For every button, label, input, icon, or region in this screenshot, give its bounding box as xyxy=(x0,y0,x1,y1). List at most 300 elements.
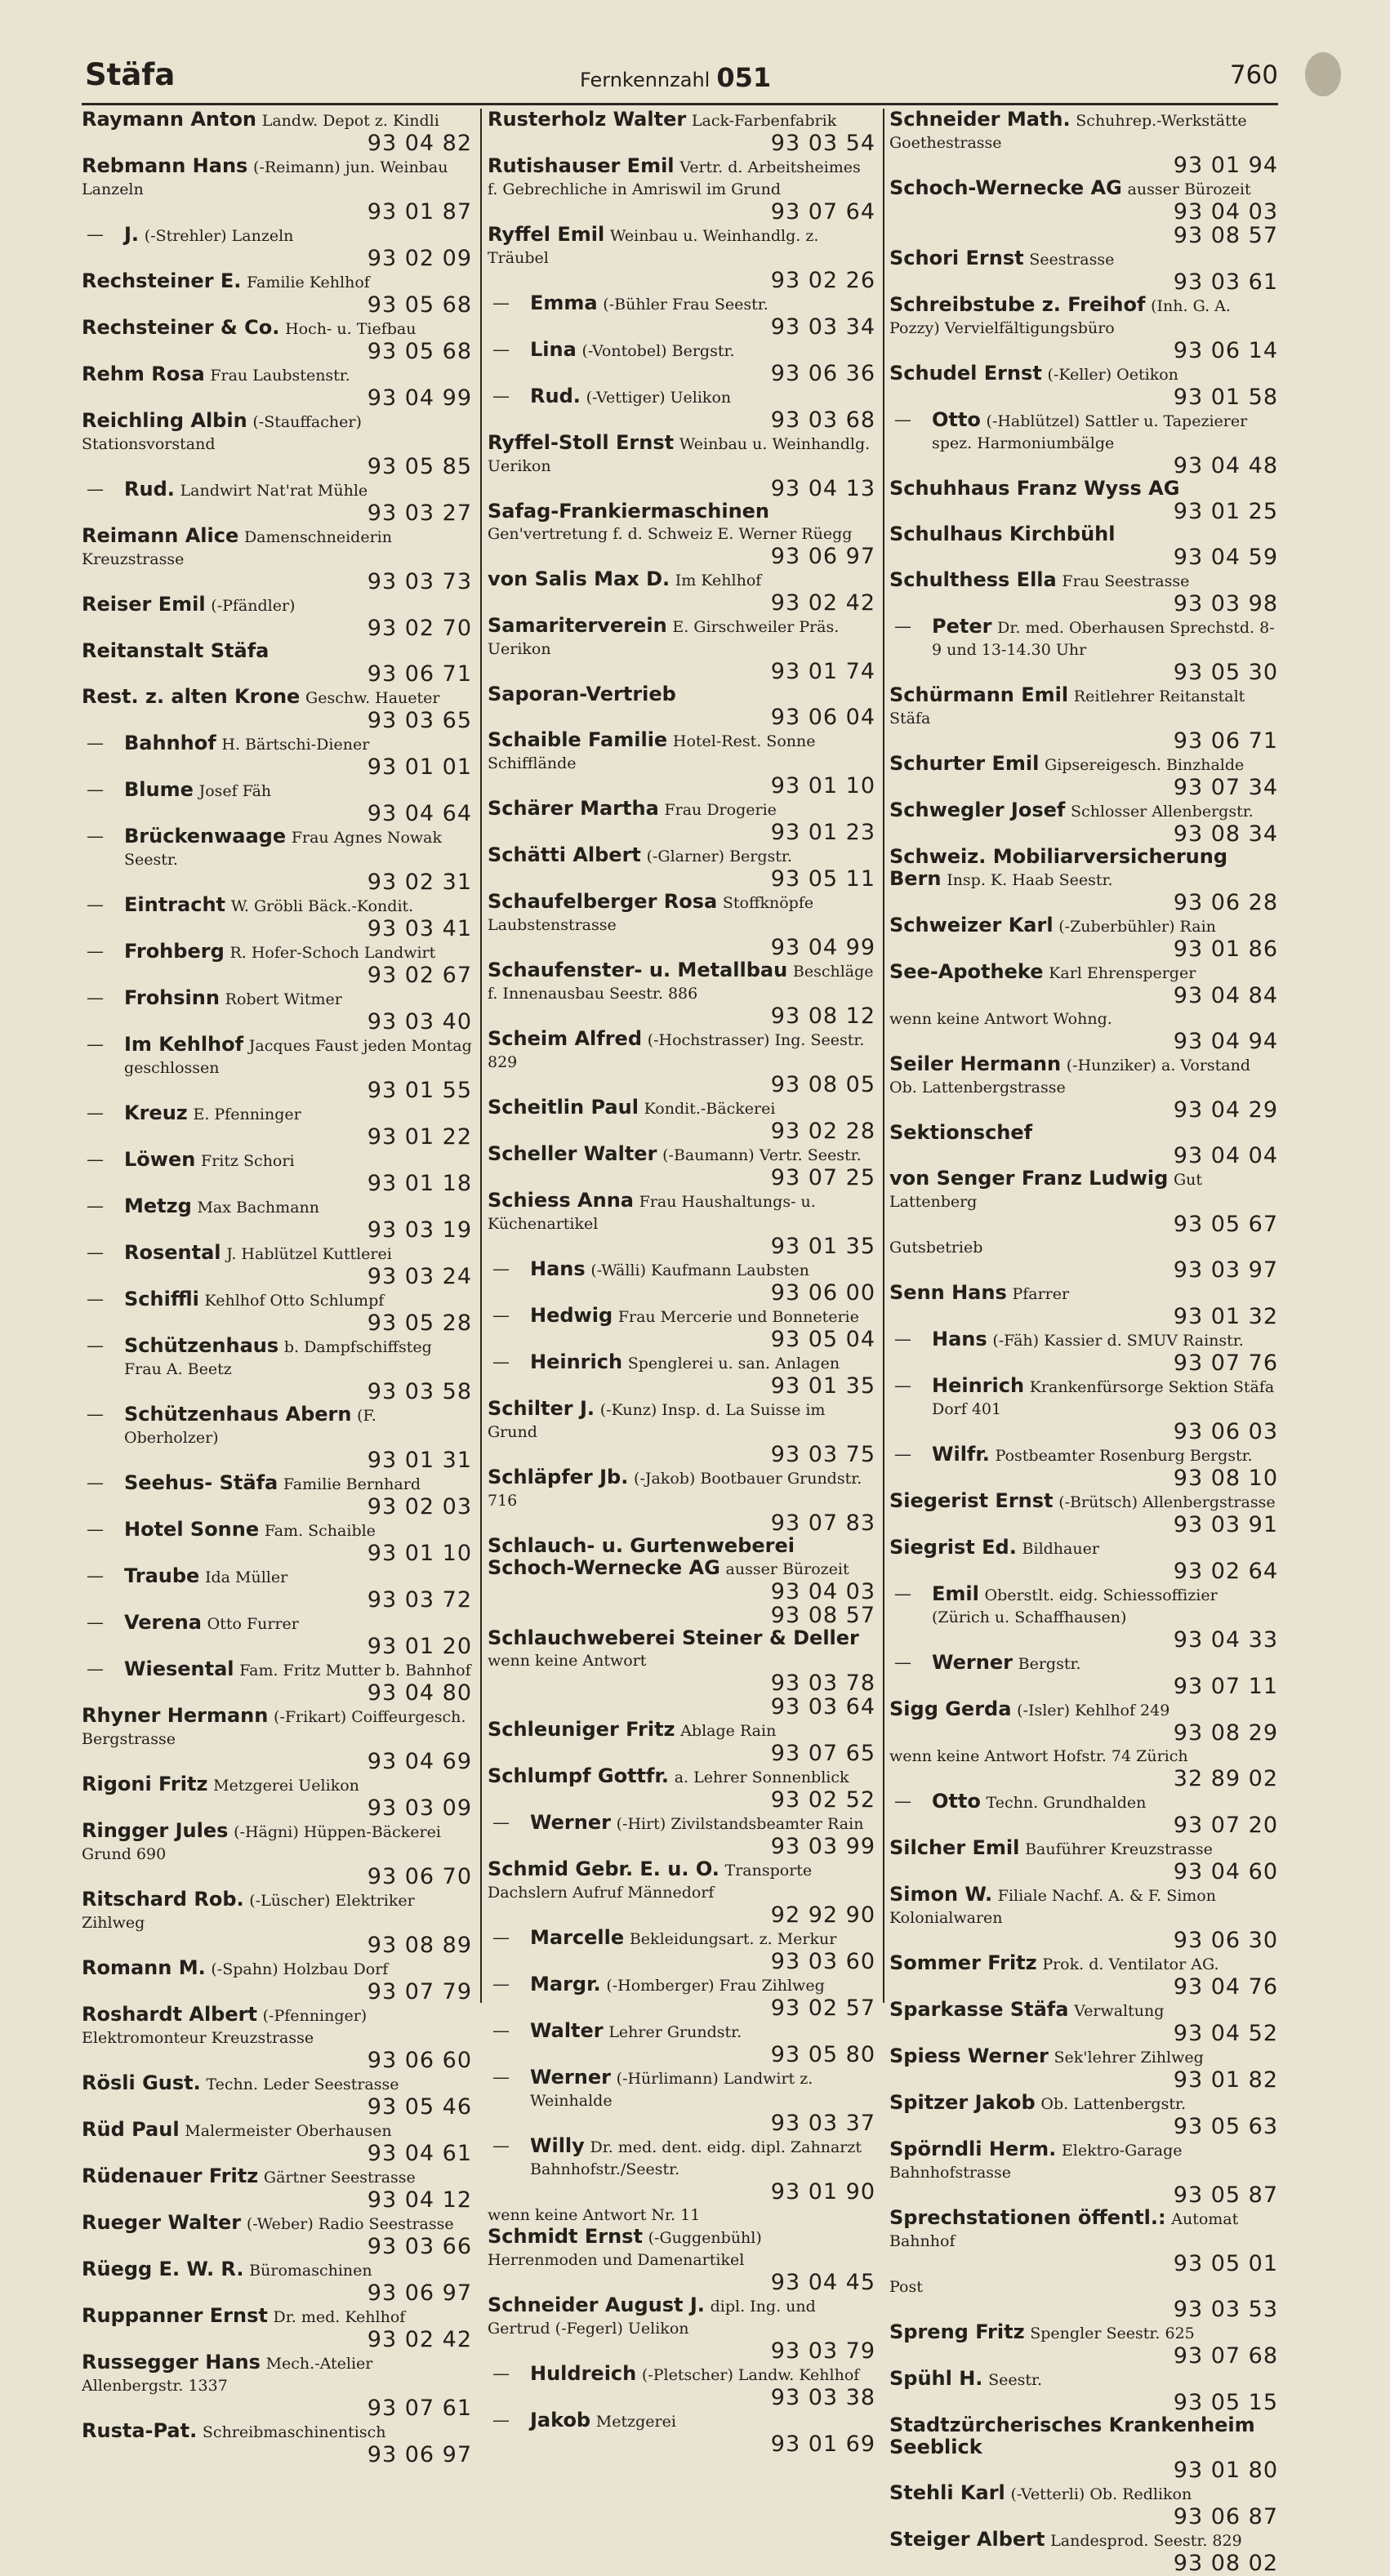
directory-entry xyxy=(889,1122,1278,1168)
entry-text xyxy=(82,1404,472,1448)
entry-text xyxy=(889,1490,1278,1513)
entry-name: Seiler Hermann xyxy=(889,1052,1062,1075)
header-rule xyxy=(82,103,1278,105)
sub-entry-dash: — xyxy=(492,2410,510,2430)
directory-entry xyxy=(82,594,472,640)
entry-description: ausser Bürozeit xyxy=(725,1560,849,1578)
entry-phone: 93 01 74 xyxy=(770,659,875,684)
entry-description: (-Pletscher) Landw. Kehlhof xyxy=(641,2366,860,2384)
entry-description: (-Baumann) Vertr. Seestr. xyxy=(662,1146,862,1164)
entry-description: (-Hirt) Zivilstandsbeamter Rain xyxy=(616,1815,864,1833)
entry-phone: 93 05 46 xyxy=(367,2094,472,2120)
entry-phone: 93 05 15 xyxy=(1173,2390,1278,2415)
entry-description: wenn keine Antwort xyxy=(488,1652,647,1670)
entry-text xyxy=(889,1282,1278,1305)
directory-entry xyxy=(82,1102,472,1149)
entry-text xyxy=(82,1565,472,1588)
directory-entry xyxy=(488,224,875,292)
sub-entry-dash: — xyxy=(87,1404,104,1424)
entry-name: Rosental xyxy=(124,1241,221,1264)
entry-text xyxy=(889,1328,1278,1351)
entry-description: Frau Drogerie xyxy=(664,801,777,819)
sub-entry-dash: — xyxy=(87,1150,104,1169)
directory-entry xyxy=(889,2368,1278,2414)
sub-entry-dash: — xyxy=(492,293,510,313)
entry-description: (-Isler) Kehlhof 249 xyxy=(1017,1702,1170,1720)
directory-entry xyxy=(488,1466,875,1535)
entry-phone: 93 08 10 xyxy=(1173,1466,1278,1491)
entry-name: Raymann Anton xyxy=(82,108,257,131)
entry-name: Samariterverein xyxy=(488,614,667,637)
entry-text xyxy=(889,1745,1278,1767)
entry-text xyxy=(82,2119,472,2142)
entry-phone: 93 07 11 xyxy=(1173,1674,1278,1699)
entry-text xyxy=(889,247,1278,270)
directory-entry xyxy=(82,1149,472,1195)
entry-description: (-Vettiger) Uelikon xyxy=(586,389,732,407)
entry-description: Malermeister Oberhausen xyxy=(185,2122,392,2140)
entry-text xyxy=(488,1028,875,1073)
entry-text xyxy=(488,1466,875,1511)
entry-description: (-Guggenbühl) Herrenmoden und Damenartikel xyxy=(488,2229,762,2269)
directory-entry xyxy=(82,1773,472,1820)
entry-phone: 93 05 11 xyxy=(770,866,875,892)
entry-phone: 93 03 61 xyxy=(1173,269,1278,295)
entry-phone: 93 07 68 xyxy=(1173,2343,1278,2369)
entry-name: Reichling Albin xyxy=(82,409,247,432)
directory-entry xyxy=(889,2321,1278,2368)
entry-name: See-Apotheke xyxy=(889,960,1044,983)
directory-entry xyxy=(82,1612,472,1658)
directory-entry xyxy=(488,2294,875,2363)
entry-name: Schreibstube z. Freihof xyxy=(889,293,1146,316)
entry-text xyxy=(488,568,875,591)
entry-name: Rebmann Hans xyxy=(82,154,248,177)
entry-description: Reitlehrer Reitanstalt Stäfa xyxy=(889,687,1245,727)
directory-entry xyxy=(82,2212,472,2258)
entry-description: Techn. Grundhalden xyxy=(986,1794,1147,1812)
directory-entry xyxy=(889,2529,1278,2575)
entry-description: Frau Haushaltungs- u. Küchenartikel xyxy=(488,1193,816,1233)
entry-name: Spreng Fritz xyxy=(889,2320,1025,2343)
entry-phone: 93 07 64 xyxy=(770,199,875,225)
entry-description: Elektro-Garage Bahnhofstrasse xyxy=(889,2142,1183,2182)
entry-phone: 93 04 45 xyxy=(770,2270,875,2295)
entry-text xyxy=(889,846,1278,891)
entry-text xyxy=(82,941,472,963)
entry-text xyxy=(488,1258,875,1281)
directory-entry xyxy=(82,1472,472,1519)
directory-entry xyxy=(488,1812,875,1858)
entry-name: J. xyxy=(124,223,140,246)
directory-entry xyxy=(488,729,875,798)
entry-text xyxy=(889,753,1278,776)
sub-entry-dash: — xyxy=(894,1791,911,1811)
sub-entry-dash: — xyxy=(87,988,104,1008)
sub-entry-dash: — xyxy=(492,340,510,359)
entry-name: Roshardt Albert xyxy=(82,2003,257,2026)
entry-phone: 93 05 30 xyxy=(1173,660,1278,685)
entry-phone: 93 07 65 xyxy=(770,1741,875,1766)
entry-name: Reimann Alice xyxy=(82,524,239,547)
directory-entry xyxy=(889,914,1278,961)
directory-entry xyxy=(889,846,1278,914)
page-place-heading: Stäfa xyxy=(85,57,176,92)
entry-description: Landw. Depot z. Kindli xyxy=(261,112,439,130)
entry-text xyxy=(889,294,1278,339)
entry-text xyxy=(82,2165,472,2188)
entry-description: (-Hürlimann) Landwirt z. Weinhalde xyxy=(530,2070,813,2110)
entry-name: Schneider Math. xyxy=(889,108,1071,131)
entry-name: Ritschard Rob. xyxy=(82,1888,244,1911)
entry-name: Ryffel-Stoll Ernst xyxy=(488,431,675,454)
entry-phone-secondary: 93 08 57 xyxy=(1173,223,1278,248)
directory-entry xyxy=(889,363,1278,409)
entry-name: Romann M. xyxy=(82,1956,206,1979)
sub-entry-dash: — xyxy=(894,1584,911,1604)
directory-entry xyxy=(889,1236,1278,1282)
entry-name: Wilfr. xyxy=(932,1443,990,1466)
directory-entry xyxy=(488,109,875,155)
directory-entry xyxy=(889,177,1278,247)
entry-text xyxy=(488,2067,875,2111)
sub-entry-dash: — xyxy=(492,1259,510,1279)
entry-description: Gen'vertretung f. d. Schweiz E. Werner Rüegg xyxy=(488,525,853,543)
entry-text xyxy=(82,732,472,755)
entry-text xyxy=(889,1168,1278,1212)
directory-entry xyxy=(82,1820,472,1889)
entry-description: Beschläge f. Innenausbau Seestr. 886 xyxy=(488,963,874,1003)
entry-name: Silcher Emil xyxy=(889,1836,1020,1859)
entry-text xyxy=(82,2004,472,2049)
directory-entry xyxy=(82,640,472,686)
entry-description: Transporte Dachslern Aufruf Männedorf xyxy=(488,1862,813,1902)
entry-text xyxy=(889,478,1278,500)
entry-text xyxy=(889,1952,1278,1975)
entry-phone: 93 02 42 xyxy=(770,590,875,616)
entry-name: Hans xyxy=(932,1328,987,1350)
entry-text xyxy=(889,523,1278,545)
entry-phone: 93 05 28 xyxy=(367,1310,472,1336)
entry-phone: 32 89 02 xyxy=(1173,1766,1278,1791)
entry-name: Schärer Martha xyxy=(488,797,659,820)
entry-text xyxy=(889,1698,1278,1721)
entry-description: Frau Mercerie und Bonneterie xyxy=(617,1308,859,1326)
entry-name: Spühl H. xyxy=(889,2367,983,2390)
entry-text xyxy=(82,2351,472,2396)
directory-entry xyxy=(82,1335,472,1404)
entry-description: (-Keller) Oetikon xyxy=(1047,366,1178,384)
entry-text xyxy=(488,1535,875,1580)
entry-text xyxy=(82,1034,472,1079)
entry-phone: 93 01 55 xyxy=(367,1078,472,1103)
entry-phone: 93 01 18 xyxy=(367,1171,472,1196)
entry-phone: 93 03 54 xyxy=(770,131,875,156)
directory-entry xyxy=(82,155,472,224)
entry-description: Insp. K. Haab Seestr. xyxy=(947,871,1113,889)
page-number: 760 xyxy=(1229,60,1278,90)
entry-phone: 93 03 75 xyxy=(770,1442,875,1467)
entry-text xyxy=(889,1537,1278,1559)
entry-text xyxy=(889,177,1278,200)
entry-text xyxy=(82,1519,472,1542)
sub-entry-dash: — xyxy=(87,1613,104,1632)
entry-name: Werner xyxy=(530,1811,611,1834)
entry-text xyxy=(82,686,472,709)
entry-text xyxy=(82,640,472,662)
directory-entry xyxy=(488,155,875,224)
entry-description: Fam. Fritz Mutter b. Bahnhof xyxy=(239,1662,471,1680)
entry-text xyxy=(488,1973,875,1996)
entry-description: Jacques Faust jeden Montag geschlossen xyxy=(124,1037,472,1077)
entry-phone: 93 02 42 xyxy=(367,2327,472,2352)
entry-phone: 93 04 52 xyxy=(1173,2021,1278,2046)
entry-text xyxy=(82,478,472,501)
entry-phone: 93 03 40 xyxy=(367,1009,472,1034)
entry-text xyxy=(488,432,875,477)
sub-entry-dash: — xyxy=(87,780,104,799)
entry-name: Senn Hans xyxy=(889,1281,1007,1304)
entry-text xyxy=(82,525,472,570)
entry-phone: 93 05 68 xyxy=(367,339,472,364)
entry-name: Spörndli Herm. xyxy=(889,2138,1057,2160)
sub-entry-dash: — xyxy=(894,410,911,429)
entry-text xyxy=(82,155,472,200)
entry-name: Rüd Paul xyxy=(82,2118,180,2141)
entry-description: Dr. med. Kehlhof xyxy=(273,2308,406,2326)
entry-text xyxy=(889,1999,1278,2022)
entry-description: Robert Witmer xyxy=(225,990,342,1008)
entry-phone: 93 03 24 xyxy=(367,1264,472,1289)
entry-text xyxy=(82,594,472,616)
directory-entry xyxy=(82,1034,472,1102)
entry-name: Hedwig xyxy=(530,1304,613,1327)
entry-description: Gipsereigesch. Binzhalde xyxy=(1045,756,1245,774)
directory-entry xyxy=(488,683,875,729)
entry-phone: 93 04 69 xyxy=(367,1749,472,1774)
entry-description: wenn keine Antwort Wohng. xyxy=(889,1010,1112,1028)
directory-entry xyxy=(82,1565,472,1612)
entry-phone: 93 03 79 xyxy=(770,2338,875,2364)
directory-entry xyxy=(82,1195,472,1242)
sub-entry-dash: — xyxy=(894,1329,911,1349)
directory-entry xyxy=(488,959,875,1028)
entry-description: Landwirt Nat'rat Mühle xyxy=(180,482,368,500)
entry-phone: 93 03 99 xyxy=(770,1834,875,1859)
entry-name: Frohberg xyxy=(124,940,225,963)
entry-description: (-Wälli) Kaufmann Laubsten xyxy=(590,1261,809,1279)
entry-name: Werner xyxy=(932,1651,1013,1674)
entry-phone: 93 04 99 xyxy=(770,935,875,960)
entry-text xyxy=(82,1335,472,1380)
directory-column-2 xyxy=(488,108,875,2457)
directory-entry xyxy=(82,1957,472,2004)
entry-text xyxy=(82,1288,472,1311)
directory-entry xyxy=(488,568,875,615)
entry-text xyxy=(82,987,472,1010)
entry-phone: 93 04 48 xyxy=(1173,453,1278,478)
entry-phone: 93 02 26 xyxy=(770,268,875,293)
directory-entry xyxy=(488,501,875,568)
entry-phone: 93 01 69 xyxy=(770,2431,875,2457)
entry-phone: 93 01 10 xyxy=(367,1541,472,1566)
entry-text xyxy=(889,1652,1278,1675)
entry-text xyxy=(889,1444,1278,1466)
page-header xyxy=(82,51,1278,98)
entry-text xyxy=(488,1719,875,1742)
directory-entry xyxy=(488,891,875,959)
directory-entry xyxy=(889,616,1278,684)
entry-phone: 93 06 60 xyxy=(367,2048,472,2073)
sub-entry-dash: — xyxy=(87,1289,104,1309)
entry-description: Stoffknöpfe Laubstenstrasse xyxy=(488,894,814,934)
entry-description: J. Hablützel Kuttlerei xyxy=(226,1245,392,1263)
entry-description: Josef Fäh xyxy=(198,782,272,800)
directory-entry xyxy=(889,1952,1278,1999)
sub-entry-dash: — xyxy=(87,826,104,846)
entry-text xyxy=(889,1791,1278,1813)
entry-description: Kondit.-Bäckerei xyxy=(644,1100,776,1118)
entry-phone: 93 06 36 xyxy=(770,361,875,386)
sub-entry-dash: — xyxy=(492,2136,510,2156)
entry-name: Siegrist Ed. xyxy=(889,1536,1017,1559)
entry-phone: 93 04 03 xyxy=(770,1579,875,1604)
entry-name: Blume xyxy=(124,778,194,801)
entry-description: Max Bachmann xyxy=(197,1199,319,1217)
entry-name: Schweizer Karl xyxy=(889,914,1054,937)
entry-name: Bahnhof xyxy=(124,732,216,754)
entry-description: W. Gröbli Bäck.-Kondit. xyxy=(230,897,414,915)
sub-entry-dash: — xyxy=(492,2364,510,2383)
entry-description: Spenglerei u. san. Anlagen xyxy=(627,1355,840,1373)
entry-text xyxy=(889,616,1278,661)
directory-entry xyxy=(889,478,1278,523)
entry-phone: 93 01 10 xyxy=(770,773,875,799)
exchange-number: 051 xyxy=(716,62,772,93)
directory-entry xyxy=(488,1143,875,1190)
entry-name: Stehli Karl xyxy=(889,2481,1005,2504)
directory-entry xyxy=(889,1444,1278,1490)
entry-phone: 93 06 71 xyxy=(1173,728,1278,754)
directory-entry xyxy=(889,1884,1278,1952)
entry-text xyxy=(82,1957,472,1980)
entry-name: Hotel Sonne xyxy=(124,1518,260,1541)
entry-description: Frau Seestrasse xyxy=(1062,572,1190,590)
directory-entry xyxy=(889,1698,1278,1745)
entry-name: Rechsteiner E. xyxy=(82,269,242,292)
directory-entry xyxy=(82,270,472,317)
entry-phone: 93 02 70 xyxy=(367,616,472,641)
entry-text xyxy=(889,409,1278,454)
entry-name: Rehm Rosa xyxy=(82,363,205,385)
directory-entry xyxy=(488,615,875,683)
entry-name: Emil xyxy=(932,1582,979,1605)
sub-entry-dash: — xyxy=(894,1376,911,1395)
entry-phone-secondary: 93 03 64 xyxy=(770,1694,875,1720)
directory-column-3 xyxy=(889,108,1278,2576)
entry-name: Frohsinn xyxy=(124,986,220,1009)
entry-name: Rusta-Pat. xyxy=(82,2419,198,2442)
column-divider xyxy=(480,109,482,2003)
entry-phone: 93 07 76 xyxy=(1173,1350,1278,1376)
entry-description: Ob. Lattenbergstr. xyxy=(1040,2095,1186,2113)
directory-entry xyxy=(488,1190,875,1258)
entry-description: (-Pfenninger) Elektromonteur Kreuzstrasse xyxy=(82,2007,368,2047)
entry-name: Sigg Gerda xyxy=(889,1697,1012,1720)
entry-description: Filiale Nachf. A. & F. Simon Kolonialwaren xyxy=(889,1887,1216,1927)
entry-phone: 93 04 84 xyxy=(1173,983,1278,1008)
directory-entry xyxy=(82,1889,472,1957)
entry-phone: 93 04 76 xyxy=(1173,1974,1278,2000)
entry-name: Verena xyxy=(124,1611,202,1634)
sub-entry-dash: — xyxy=(87,895,104,914)
entry-name: Heinrich xyxy=(530,1350,623,1373)
entry-description: Fritz Schori xyxy=(201,1152,295,1170)
directory-entry xyxy=(82,1705,472,1773)
entry-name: Sparkasse Stäfa xyxy=(889,1998,1069,2021)
sub-entry-dash: — xyxy=(87,733,104,753)
entry-name: Rösli Gust. xyxy=(82,2071,201,2094)
entry-name: Ryffel Emil xyxy=(488,223,605,246)
directory-entry xyxy=(488,1398,875,1466)
directory-entry xyxy=(82,410,472,478)
entry-name: Eintracht xyxy=(124,893,225,916)
entry-description: (-Bühler Frau Seestr. xyxy=(603,296,769,314)
entry-name: Schmid Gebr. E. u. O. xyxy=(488,1857,720,1880)
entry-text xyxy=(488,339,875,362)
entry-phone: 93 04 80 xyxy=(367,1680,472,1706)
entry-description: Mech.-Atelier Allenbergstr. 1337 xyxy=(82,2355,373,2395)
directory-entry xyxy=(488,339,875,385)
entry-text xyxy=(488,385,875,408)
directory-entry xyxy=(889,1652,1278,1698)
entry-name: Ruppanner Ernst xyxy=(82,2304,268,2327)
directory-entry xyxy=(889,1999,1278,2045)
directory-entry xyxy=(82,1404,472,1472)
entry-text xyxy=(889,569,1278,592)
entry-phone: 93 03 34 xyxy=(770,314,875,340)
entry-name: Traube xyxy=(124,1564,200,1587)
directory-entry xyxy=(889,409,1278,478)
entry-description: (-Zuberbühler) Rain xyxy=(1058,918,1216,936)
entry-name: Otto xyxy=(932,1790,981,1813)
directory-entry xyxy=(488,2363,875,2409)
directory-entry xyxy=(889,1328,1278,1375)
directory-entry xyxy=(889,1583,1278,1652)
entry-text xyxy=(889,363,1278,385)
entry-description: Im Kehlhof xyxy=(675,572,762,589)
directory-entry xyxy=(889,753,1278,799)
entry-phone: 93 02 03 xyxy=(367,1494,472,1519)
directory-entry xyxy=(82,2165,472,2212)
entry-phone: 93 03 73 xyxy=(367,569,472,594)
entry-description: (-Jakob) Bootbauer Grundstr. 716 xyxy=(488,1470,862,1510)
entry-phone: 93 03 66 xyxy=(367,2234,472,2259)
entry-name: Schmidt Ernst xyxy=(488,2225,643,2248)
entry-name: Schurter Emil xyxy=(889,752,1040,775)
sub-entry-dash: — xyxy=(87,1336,104,1355)
sub-entry-dash: — xyxy=(87,1659,104,1679)
entry-phone: 93 08 05 xyxy=(770,1072,875,1097)
sub-entry-dash: — xyxy=(87,1034,104,1054)
entry-description: Hotel-Rest. Sonne Schifflände xyxy=(488,732,816,772)
entry-text xyxy=(889,2482,1278,2505)
entry-name: Schudel Ernst xyxy=(889,362,1042,385)
entry-name: Wiesental xyxy=(124,1657,234,1680)
entry-description: Postbeamter Rosenburg Bergstr. xyxy=(995,1447,1253,1465)
entry-name: Schaufenster- u. Metallbau xyxy=(488,959,788,981)
entry-name: Simon W. xyxy=(889,1883,993,1906)
